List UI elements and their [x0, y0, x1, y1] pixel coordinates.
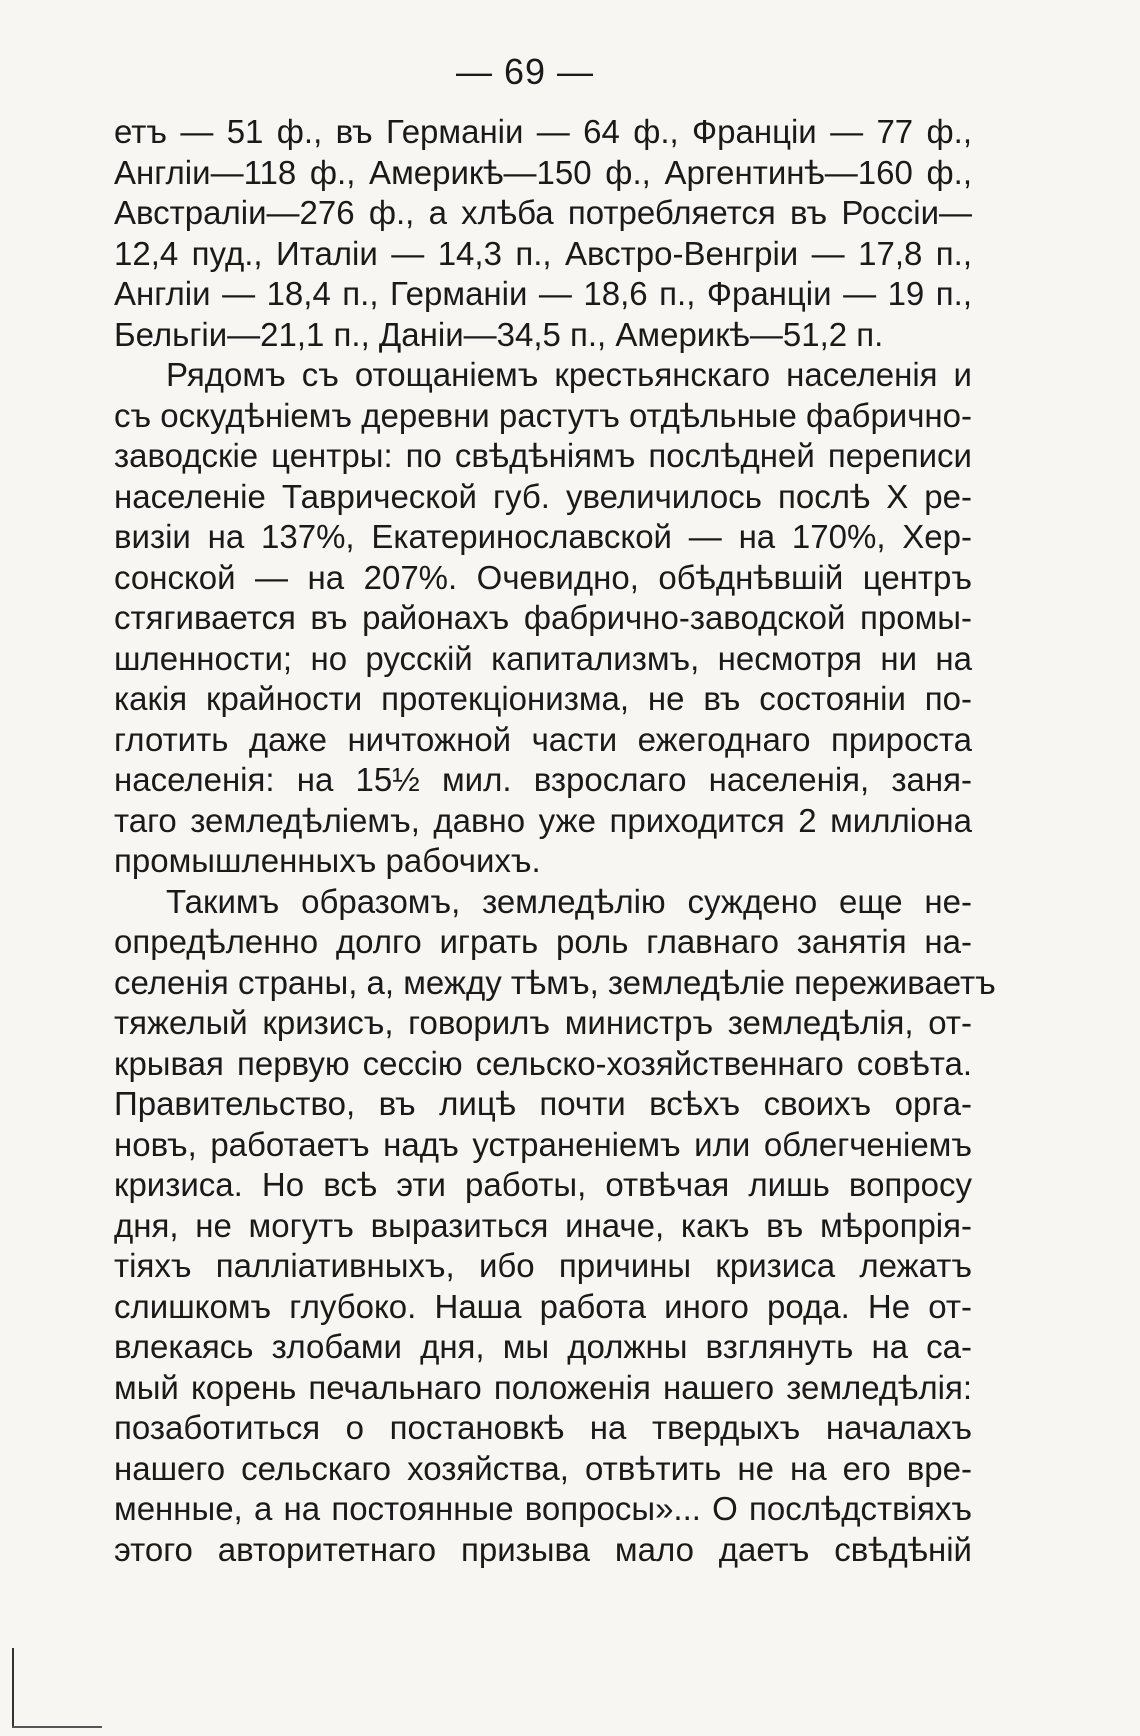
text-line: опредѣленно долго играть роль главнаго занятія на-: [114, 923, 972, 960]
text-line: Англіи—118 ф., Америкѣ—150 ф., Аргентинѣ—160 ф.,: [114, 153, 972, 191]
text-line: промышленныхъ рабочихъ.: [114, 842, 541, 879]
text-line: Такимъ образомъ, земледѣлію суждено еще не-: [166, 882, 972, 920]
text-line: населенія: на 15½ мил. взрослаго населенія, заня-: [114, 761, 972, 798]
text-line: какія крайности протекціонизма, не въ состояніи по-: [114, 680, 972, 717]
text-line: позаботиться о постановкѣ на твердыхъ началахъ: [114, 1409, 972, 1446]
scan-margin-mark: [12, 1648, 14, 1728]
text-line: 12,4 пуд., Италіи — 14,3 п., Австро-Венгріи — 17,8 п.,: [114, 234, 972, 272]
text-line: крывая первую сессію сельско-хозяйственнаго совѣта.: [114, 1044, 972, 1082]
text-line: тяжелый кризисъ, говорилъ министръ земледѣлія, от-: [114, 1004, 972, 1041]
text-line: мый корень печальнаго положенія нашего земледѣлія:: [114, 1368, 972, 1406]
text-line: новъ, работаетъ надъ устраненіемъ или облегченіемъ: [114, 1125, 972, 1163]
text-line: населеніе Таврической губ. увеличилось послѣ X ре-: [114, 477, 972, 515]
text-line: заводскіе центры: по свѣдѣніямъ послѣдней переписи: [114, 437, 972, 474]
text-line: тіяхъ палліативныхъ, ибо причины кризиса лежатъ: [114, 1247, 972, 1284]
body-text: [114, 112, 996, 1570]
text-line: съ оскудѣніемъ деревни растутъ отдѣльные фабрично-: [114, 396, 972, 434]
text-line: Австраліи—276 ф., а хлѣба потребляется въ Россіи—: [114, 194, 972, 231]
text-line: сонской — на 207%. Очевидно, обѣднѣвшій центръ: [114, 558, 972, 596]
text-line: Англіи — 18,4 п., Германіи — 18,6 п., Франціи — 19 п.,: [114, 275, 972, 312]
text-line: етъ — 51 ф., въ Германіи — 64 ф., Франціи — 77 ф.,: [114, 113, 972, 150]
text-line: стягивается въ районахъ фабрично-заводской промы-: [114, 599, 972, 636]
scan-margin-mark-base: [12, 1726, 102, 1728]
text-line: этого авторитетнаго призыва мало даетъ свѣдѣній: [114, 1530, 972, 1568]
text-line: влекаясь злобами дня, мы должны взглянуть на са-: [114, 1328, 972, 1365]
page-number: — 69 —: [455, 51, 595, 92]
text-line: менные, а на постоянные вопросы»... О послѣдствіяхъ: [114, 1490, 972, 1527]
text-line: нашего сельскаго хозяйства, отвѣтить не на его вре-: [114, 1449, 972, 1487]
text-line: дня, не могутъ выразиться иначе, какъ въ мѣропрія-: [114, 1206, 972, 1244]
text-line: Бельгіи—21,1 п., Даніи—34,5 п., Америкѣ—51,2 п.: [114, 315, 884, 353]
text-line: слишкомъ глубоко. Наша работа иного рода. Не от-: [114, 1287, 972, 1325]
text-line: визіи на 137%, Екатеринославской — на 170%, Хер-: [114, 518, 972, 555]
text-line: кризиса. Но всѣ эти работы, отвѣчая лишь вопросу: [114, 1166, 972, 1203]
text-line: Рядомъ съ отощаніемъ крестьянскаго населенія и: [166, 356, 972, 393]
text-line: селенія страны, а, между тѣмъ, земледѣліе переживаетъ: [114, 963, 996, 1001]
text-line: таго земледѣліемъ, давно уже приходится 2 милліона: [114, 801, 972, 839]
text-line: Правительство, въ лицѣ почти всѣхъ своихъ орга-: [114, 1085, 972, 1122]
text-line: шленности; но русскій капитализмъ, несмотря ни на: [114, 639, 972, 677]
text-line: глотить даже ничтожной части ежегоднаго прироста: [114, 720, 972, 758]
